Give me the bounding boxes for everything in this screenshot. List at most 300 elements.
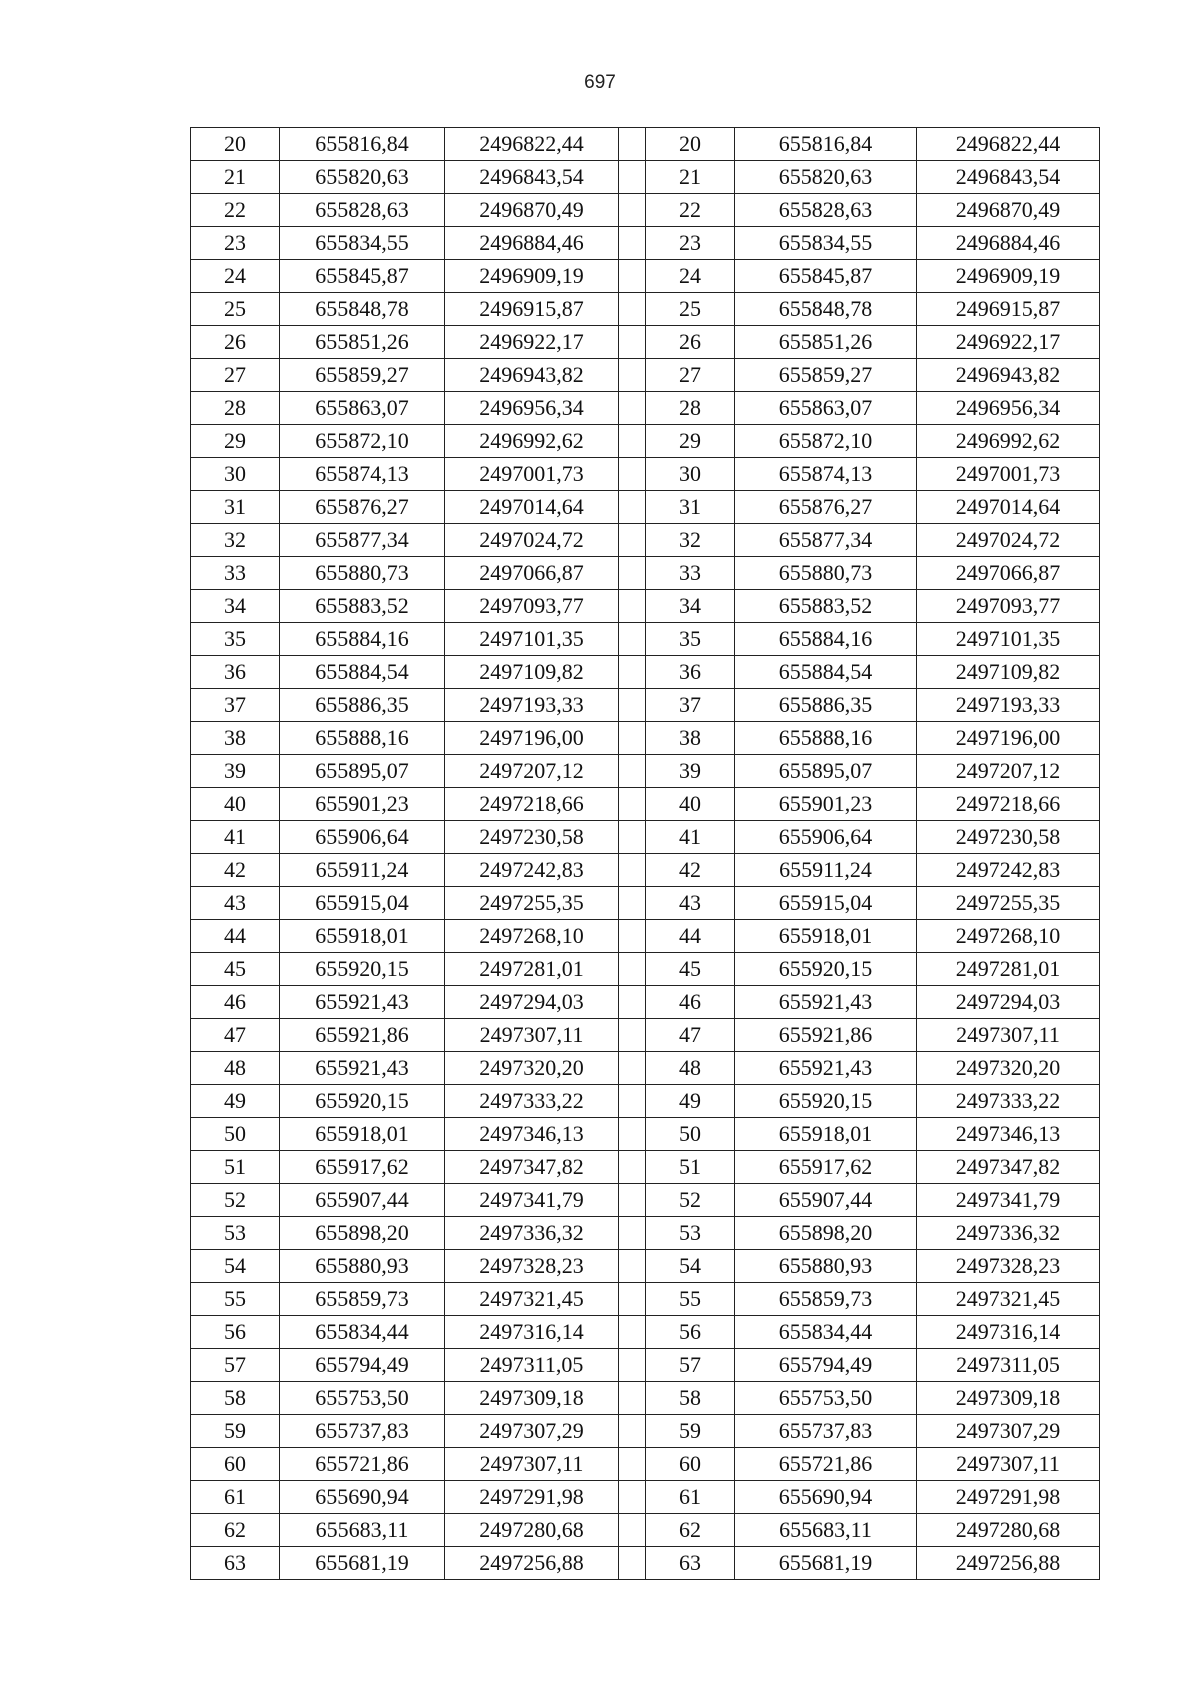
x-coordinate-cell: 655886,35 bbox=[280, 689, 445, 722]
x-coordinate-cell: 655753,50 bbox=[280, 1382, 445, 1415]
point-number-cell: 54 bbox=[191, 1250, 280, 1283]
point-number-cell: 50 bbox=[191, 1118, 280, 1151]
y-coordinate-cell-right: 2497280,68 bbox=[917, 1514, 1100, 1547]
point-number-cell-right: 43 bbox=[646, 887, 735, 920]
y-coordinate-cell-right: 2497309,18 bbox=[917, 1382, 1100, 1415]
point-number-cell: 58 bbox=[191, 1382, 280, 1415]
x-coordinate-cell-right: 655921,43 bbox=[735, 1052, 917, 1085]
point-number-cell-right: 48 bbox=[646, 1052, 735, 1085]
point-number-cell-right: 26 bbox=[646, 326, 735, 359]
y-coordinate-cell-right: 2496870,49 bbox=[917, 194, 1100, 227]
table-row bbox=[191, 293, 1100, 326]
x-coordinate-cell: 655737,83 bbox=[280, 1415, 445, 1448]
x-coordinate-cell-right: 655917,62 bbox=[735, 1151, 917, 1184]
point-number-cell-right: 44 bbox=[646, 920, 735, 953]
y-coordinate-cell-right: 2497346,13 bbox=[917, 1118, 1100, 1151]
x-coordinate-cell: 655848,78 bbox=[280, 293, 445, 326]
y-coordinate-cell: 2496922,17 bbox=[445, 326, 619, 359]
x-coordinate-cell: 655880,93 bbox=[280, 1250, 445, 1283]
x-coordinate-cell: 655918,01 bbox=[280, 1118, 445, 1151]
spacer-cell bbox=[619, 161, 646, 194]
y-coordinate-cell: 2496870,49 bbox=[445, 194, 619, 227]
point-number-cell: 36 bbox=[191, 656, 280, 689]
y-coordinate-cell: 2497307,29 bbox=[445, 1415, 619, 1448]
point-number-cell: 52 bbox=[191, 1184, 280, 1217]
point-number-cell: 60 bbox=[191, 1448, 280, 1481]
x-coordinate-cell: 655884,54 bbox=[280, 656, 445, 689]
point-number-cell-right: 57 bbox=[646, 1349, 735, 1382]
x-coordinate-cell-right: 655874,13 bbox=[735, 458, 917, 491]
x-coordinate-cell-right: 655918,01 bbox=[735, 920, 917, 953]
x-coordinate-cell: 655845,87 bbox=[280, 260, 445, 293]
x-coordinate-cell: 655884,16 bbox=[280, 623, 445, 656]
x-coordinate-cell-right: 655880,93 bbox=[735, 1250, 917, 1283]
y-coordinate-cell: 2497196,00 bbox=[445, 722, 619, 755]
x-coordinate-cell: 655876,27 bbox=[280, 491, 445, 524]
table-row bbox=[191, 656, 1100, 689]
point-number-cell: 63 bbox=[191, 1547, 280, 1580]
x-coordinate-cell-right: 655876,27 bbox=[735, 491, 917, 524]
x-coordinate-cell: 655874,13 bbox=[280, 458, 445, 491]
point-number-cell: 46 bbox=[191, 986, 280, 1019]
point-number-cell: 49 bbox=[191, 1085, 280, 1118]
x-coordinate-cell: 655721,86 bbox=[280, 1448, 445, 1481]
spacer-cell bbox=[619, 1547, 646, 1580]
x-coordinate-cell-right: 655848,78 bbox=[735, 293, 917, 326]
y-coordinate-cell: 2496909,19 bbox=[445, 260, 619, 293]
spacer-cell bbox=[619, 1382, 646, 1415]
y-coordinate-cell-right: 2497321,45 bbox=[917, 1283, 1100, 1316]
y-coordinate-cell-right: 2497230,58 bbox=[917, 821, 1100, 854]
y-coordinate-cell: 2497311,05 bbox=[445, 1349, 619, 1382]
spacer-cell bbox=[619, 1217, 646, 1250]
point-number-cell-right: 53 bbox=[646, 1217, 735, 1250]
point-number-cell: 42 bbox=[191, 854, 280, 887]
y-coordinate-cell-right: 2497336,32 bbox=[917, 1217, 1100, 1250]
y-coordinate-cell-right: 2497341,79 bbox=[917, 1184, 1100, 1217]
y-coordinate-cell-right: 2497109,82 bbox=[917, 656, 1100, 689]
spacer-cell bbox=[619, 887, 646, 920]
x-coordinate-cell: 655921,43 bbox=[280, 1052, 445, 1085]
y-coordinate-cell: 2497333,22 bbox=[445, 1085, 619, 1118]
y-coordinate-cell: 2497207,12 bbox=[445, 755, 619, 788]
point-number-cell: 31 bbox=[191, 491, 280, 524]
spacer-cell bbox=[619, 557, 646, 590]
x-coordinate-cell: 655872,10 bbox=[280, 425, 445, 458]
x-coordinate-cell: 655880,73 bbox=[280, 557, 445, 590]
y-coordinate-cell: 2497307,11 bbox=[445, 1019, 619, 1052]
x-coordinate-cell: 655834,44 bbox=[280, 1316, 445, 1349]
spacer-cell bbox=[619, 1118, 646, 1151]
table-row bbox=[191, 590, 1100, 623]
x-coordinate-cell-right: 655877,34 bbox=[735, 524, 917, 557]
point-number-cell: 55 bbox=[191, 1283, 280, 1316]
spacer-cell bbox=[619, 854, 646, 887]
table-row bbox=[191, 1085, 1100, 1118]
x-coordinate-cell-right: 655820,63 bbox=[735, 161, 917, 194]
y-coordinate-cell-right: 2497093,77 bbox=[917, 590, 1100, 623]
x-coordinate-cell: 655898,20 bbox=[280, 1217, 445, 1250]
table-row bbox=[191, 854, 1100, 887]
table-row bbox=[191, 755, 1100, 788]
table-row bbox=[191, 326, 1100, 359]
point-number-cell: 43 bbox=[191, 887, 280, 920]
point-number-cell-right: 33 bbox=[646, 557, 735, 590]
y-coordinate-cell: 2497316,14 bbox=[445, 1316, 619, 1349]
point-number-cell-right: 41 bbox=[646, 821, 735, 854]
spacer-cell bbox=[619, 1481, 646, 1514]
table-row bbox=[191, 1151, 1100, 1184]
x-coordinate-cell: 655859,27 bbox=[280, 359, 445, 392]
table-row bbox=[191, 1184, 1100, 1217]
spacer-cell bbox=[619, 1184, 646, 1217]
y-coordinate-cell: 2497321,45 bbox=[445, 1283, 619, 1316]
point-number-cell-right: 50 bbox=[646, 1118, 735, 1151]
point-number-cell: 32 bbox=[191, 524, 280, 557]
point-number-cell: 37 bbox=[191, 689, 280, 722]
y-coordinate-cell: 2496943,82 bbox=[445, 359, 619, 392]
point-number-cell-right: 45 bbox=[646, 953, 735, 986]
x-coordinate-cell: 655820,63 bbox=[280, 161, 445, 194]
y-coordinate-cell: 2497109,82 bbox=[445, 656, 619, 689]
table-row bbox=[191, 1052, 1100, 1085]
table-row bbox=[191, 920, 1100, 953]
spacer-cell bbox=[619, 491, 646, 524]
x-coordinate-cell: 655920,15 bbox=[280, 953, 445, 986]
y-coordinate-cell: 2497336,32 bbox=[445, 1217, 619, 1250]
table-row bbox=[191, 1547, 1100, 1580]
y-coordinate-cell-right: 2496922,17 bbox=[917, 326, 1100, 359]
x-coordinate-cell-right: 655915,04 bbox=[735, 887, 917, 920]
y-coordinate-cell: 2496992,62 bbox=[445, 425, 619, 458]
point-number-cell: 20 bbox=[191, 128, 280, 161]
x-coordinate-cell: 655921,43 bbox=[280, 986, 445, 1019]
point-number-cell-right: 37 bbox=[646, 689, 735, 722]
x-coordinate-cell-right: 655906,64 bbox=[735, 821, 917, 854]
x-coordinate-cell-right: 655683,11 bbox=[735, 1514, 917, 1547]
y-coordinate-cell-right: 2497347,82 bbox=[917, 1151, 1100, 1184]
y-coordinate-cell-right: 2496956,34 bbox=[917, 392, 1100, 425]
point-number-cell: 28 bbox=[191, 392, 280, 425]
y-coordinate-cell-right: 2497193,33 bbox=[917, 689, 1100, 722]
y-coordinate-cell: 2497255,35 bbox=[445, 887, 619, 920]
y-coordinate-cell: 2497101,35 bbox=[445, 623, 619, 656]
spacer-cell bbox=[619, 689, 646, 722]
x-coordinate-cell: 655816,84 bbox=[280, 128, 445, 161]
y-coordinate-cell: 2497242,83 bbox=[445, 854, 619, 887]
y-coordinate-cell-right: 2497328,23 bbox=[917, 1250, 1100, 1283]
x-coordinate-cell-right: 655681,19 bbox=[735, 1547, 917, 1580]
x-coordinate-cell-right: 655872,10 bbox=[735, 425, 917, 458]
point-number-cell-right: 34 bbox=[646, 590, 735, 623]
point-number-cell: 57 bbox=[191, 1349, 280, 1382]
point-number-cell-right: 31 bbox=[646, 491, 735, 524]
point-number-cell: 35 bbox=[191, 623, 280, 656]
spacer-cell bbox=[619, 1151, 646, 1184]
table-row bbox=[191, 1448, 1100, 1481]
spacer-cell bbox=[619, 524, 646, 557]
x-coordinate-cell-right: 655920,15 bbox=[735, 953, 917, 986]
table-row bbox=[191, 194, 1100, 227]
x-coordinate-cell-right: 655690,94 bbox=[735, 1481, 917, 1514]
y-coordinate-cell-right: 2497001,73 bbox=[917, 458, 1100, 491]
point-number-cell-right: 51 bbox=[646, 1151, 735, 1184]
x-coordinate-cell: 655906,64 bbox=[280, 821, 445, 854]
point-number-cell-right: 52 bbox=[646, 1184, 735, 1217]
table-row bbox=[191, 1019, 1100, 1052]
x-coordinate-cell-right: 655721,86 bbox=[735, 1448, 917, 1481]
point-number-cell-right: 56 bbox=[646, 1316, 735, 1349]
x-coordinate-cell: 655888,16 bbox=[280, 722, 445, 755]
spacer-cell bbox=[619, 920, 646, 953]
point-number-cell: 45 bbox=[191, 953, 280, 986]
point-number-cell-right: 60 bbox=[646, 1448, 735, 1481]
point-number-cell-right: 27 bbox=[646, 359, 735, 392]
y-coordinate-cell-right: 2496992,62 bbox=[917, 425, 1100, 458]
table-row bbox=[191, 458, 1100, 491]
x-coordinate-cell-right: 655859,73 bbox=[735, 1283, 917, 1316]
point-number-cell: 61 bbox=[191, 1481, 280, 1514]
y-coordinate-cell-right: 2496943,82 bbox=[917, 359, 1100, 392]
point-number-cell-right: 36 bbox=[646, 656, 735, 689]
coordinates-table bbox=[190, 127, 1100, 1580]
x-coordinate-cell: 655915,04 bbox=[280, 887, 445, 920]
point-number-cell: 23 bbox=[191, 227, 280, 260]
point-number-cell-right: 49 bbox=[646, 1085, 735, 1118]
table-row bbox=[191, 392, 1100, 425]
point-number-cell-right: 46 bbox=[646, 986, 735, 1019]
point-number-cell: 34 bbox=[191, 590, 280, 623]
y-coordinate-cell: 2497014,64 bbox=[445, 491, 619, 524]
spacer-cell bbox=[619, 227, 646, 260]
table-row bbox=[191, 1316, 1100, 1349]
spacer-cell bbox=[619, 260, 646, 293]
point-number-cell-right: 22 bbox=[646, 194, 735, 227]
x-coordinate-cell-right: 655816,84 bbox=[735, 128, 917, 161]
y-coordinate-cell: 2497307,11 bbox=[445, 1448, 619, 1481]
point-number-cell-right: 47 bbox=[646, 1019, 735, 1052]
point-number-cell-right: 25 bbox=[646, 293, 735, 326]
table-row bbox=[191, 491, 1100, 524]
table-row bbox=[191, 128, 1100, 161]
x-coordinate-cell-right: 655907,44 bbox=[735, 1184, 917, 1217]
x-coordinate-cell-right: 655883,52 bbox=[735, 590, 917, 623]
x-coordinate-cell: 655907,44 bbox=[280, 1184, 445, 1217]
y-coordinate-cell-right: 2497256,88 bbox=[917, 1547, 1100, 1580]
y-coordinate-cell: 2497347,82 bbox=[445, 1151, 619, 1184]
x-coordinate-cell-right: 655898,20 bbox=[735, 1217, 917, 1250]
x-coordinate-cell: 655917,62 bbox=[280, 1151, 445, 1184]
spacer-cell bbox=[619, 1316, 646, 1349]
spacer-cell bbox=[619, 128, 646, 161]
point-number-cell-right: 61 bbox=[646, 1481, 735, 1514]
point-number-cell: 39 bbox=[191, 755, 280, 788]
table-row bbox=[191, 161, 1100, 194]
table-row bbox=[191, 1382, 1100, 1415]
spacer-cell bbox=[619, 1349, 646, 1382]
x-coordinate-cell-right: 655859,27 bbox=[735, 359, 917, 392]
y-coordinate-cell: 2496884,46 bbox=[445, 227, 619, 260]
spacer-cell bbox=[619, 1415, 646, 1448]
point-number-cell: 48 bbox=[191, 1052, 280, 1085]
x-coordinate-cell-right: 655834,44 bbox=[735, 1316, 917, 1349]
table-row bbox=[191, 1415, 1100, 1448]
spacer-cell bbox=[619, 623, 646, 656]
x-coordinate-cell-right: 655884,16 bbox=[735, 623, 917, 656]
point-number-cell-right: 32 bbox=[646, 524, 735, 557]
x-coordinate-cell: 655918,01 bbox=[280, 920, 445, 953]
point-number-cell-right: 55 bbox=[646, 1283, 735, 1316]
y-coordinate-cell-right: 2497255,35 bbox=[917, 887, 1100, 920]
table-row bbox=[191, 1217, 1100, 1250]
point-number-cell-right: 59 bbox=[646, 1415, 735, 1448]
table-row bbox=[191, 524, 1100, 557]
x-coordinate-cell-right: 655845,87 bbox=[735, 260, 917, 293]
point-number-cell-right: 29 bbox=[646, 425, 735, 458]
point-number-cell: 21 bbox=[191, 161, 280, 194]
point-number-cell: 33 bbox=[191, 557, 280, 590]
y-coordinate-cell-right: 2497207,12 bbox=[917, 755, 1100, 788]
point-number-cell-right: 58 bbox=[646, 1382, 735, 1415]
page-number: 697 bbox=[584, 72, 616, 93]
x-coordinate-cell: 655683,11 bbox=[280, 1514, 445, 1547]
x-coordinate-cell-right: 655886,35 bbox=[735, 689, 917, 722]
x-coordinate-cell-right: 655884,54 bbox=[735, 656, 917, 689]
point-number-cell: 27 bbox=[191, 359, 280, 392]
point-number-cell-right: 62 bbox=[646, 1514, 735, 1547]
spacer-cell bbox=[619, 590, 646, 623]
y-coordinate-cell: 2497218,66 bbox=[445, 788, 619, 821]
x-coordinate-cell-right: 655834,55 bbox=[735, 227, 917, 260]
x-coordinate-cell: 655851,26 bbox=[280, 326, 445, 359]
table-row bbox=[191, 1283, 1100, 1316]
y-coordinate-cell-right: 2497268,10 bbox=[917, 920, 1100, 953]
y-coordinate-cell: 2497256,88 bbox=[445, 1547, 619, 1580]
point-number-cell: 40 bbox=[191, 788, 280, 821]
spacer-cell bbox=[619, 1019, 646, 1052]
point-number-cell-right: 42 bbox=[646, 854, 735, 887]
y-coordinate-cell-right: 2497218,66 bbox=[917, 788, 1100, 821]
y-coordinate-cell: 2496822,44 bbox=[445, 128, 619, 161]
y-coordinate-cell-right: 2497196,00 bbox=[917, 722, 1100, 755]
point-number-cell-right: 30 bbox=[646, 458, 735, 491]
spacer-cell bbox=[619, 194, 646, 227]
table-row bbox=[191, 1118, 1100, 1151]
x-coordinate-cell-right: 655901,23 bbox=[735, 788, 917, 821]
y-coordinate-cell-right: 2497014,64 bbox=[917, 491, 1100, 524]
point-number-cell-right: 24 bbox=[646, 260, 735, 293]
x-coordinate-cell: 655863,07 bbox=[280, 392, 445, 425]
x-coordinate-cell-right: 655794,49 bbox=[735, 1349, 917, 1382]
y-coordinate-cell-right: 2496843,54 bbox=[917, 161, 1100, 194]
point-number-cell: 25 bbox=[191, 293, 280, 326]
y-coordinate-cell-right: 2496915,87 bbox=[917, 293, 1100, 326]
spacer-cell bbox=[619, 1085, 646, 1118]
x-coordinate-cell-right: 655880,73 bbox=[735, 557, 917, 590]
y-coordinate-cell-right: 2497024,72 bbox=[917, 524, 1100, 557]
y-coordinate-cell: 2496843,54 bbox=[445, 161, 619, 194]
y-coordinate-cell: 2497291,98 bbox=[445, 1481, 619, 1514]
spacer-cell bbox=[619, 1514, 646, 1547]
x-coordinate-cell-right: 655921,86 bbox=[735, 1019, 917, 1052]
point-number-cell-right: 63 bbox=[646, 1547, 735, 1580]
y-coordinate-cell: 2497024,72 bbox=[445, 524, 619, 557]
spacer-cell bbox=[619, 1448, 646, 1481]
x-coordinate-cell-right: 655737,83 bbox=[735, 1415, 917, 1448]
spacer-cell bbox=[619, 1052, 646, 1085]
y-coordinate-cell-right: 2497307,11 bbox=[917, 1019, 1100, 1052]
x-coordinate-cell-right: 655753,50 bbox=[735, 1382, 917, 1415]
table-row bbox=[191, 821, 1100, 854]
y-coordinate-cell-right: 2497294,03 bbox=[917, 986, 1100, 1019]
y-coordinate-cell-right: 2497307,11 bbox=[917, 1448, 1100, 1481]
point-number-cell-right: 39 bbox=[646, 755, 735, 788]
x-coordinate-cell: 655834,55 bbox=[280, 227, 445, 260]
point-number-cell: 59 bbox=[191, 1415, 280, 1448]
point-number-cell: 26 bbox=[191, 326, 280, 359]
table-row bbox=[191, 260, 1100, 293]
spacer-cell bbox=[619, 986, 646, 1019]
y-coordinate-cell-right: 2497316,14 bbox=[917, 1316, 1100, 1349]
y-coordinate-cell-right: 2497281,01 bbox=[917, 953, 1100, 986]
table-row bbox=[191, 1349, 1100, 1382]
y-coordinate-cell: 2497001,73 bbox=[445, 458, 619, 491]
y-coordinate-cell: 2497328,23 bbox=[445, 1250, 619, 1283]
spacer-cell bbox=[619, 392, 646, 425]
y-coordinate-cell: 2497281,01 bbox=[445, 953, 619, 986]
table-row bbox=[191, 788, 1100, 821]
point-number-cell: 24 bbox=[191, 260, 280, 293]
y-coordinate-cell-right: 2496884,46 bbox=[917, 227, 1100, 260]
point-number-cell-right: 38 bbox=[646, 722, 735, 755]
y-coordinate-cell: 2496956,34 bbox=[445, 392, 619, 425]
point-number-cell-right: 40 bbox=[646, 788, 735, 821]
x-coordinate-cell-right: 655920,15 bbox=[735, 1085, 917, 1118]
x-coordinate-cell-right: 655895,07 bbox=[735, 755, 917, 788]
spacer-cell bbox=[619, 788, 646, 821]
table-row bbox=[191, 887, 1100, 920]
point-number-cell-right: 23 bbox=[646, 227, 735, 260]
x-coordinate-cell: 655920,15 bbox=[280, 1085, 445, 1118]
y-coordinate-cell: 2497230,58 bbox=[445, 821, 619, 854]
point-number-cell-right: 28 bbox=[646, 392, 735, 425]
y-coordinate-cell-right: 2497307,29 bbox=[917, 1415, 1100, 1448]
spacer-cell bbox=[619, 953, 646, 986]
y-coordinate-cell: 2497193,33 bbox=[445, 689, 619, 722]
x-coordinate-cell: 655895,07 bbox=[280, 755, 445, 788]
spacer-cell bbox=[619, 755, 646, 788]
table-row bbox=[191, 986, 1100, 1019]
spacer-cell bbox=[619, 425, 646, 458]
spacer-cell bbox=[619, 359, 646, 392]
x-coordinate-cell: 655690,94 bbox=[280, 1481, 445, 1514]
y-coordinate-cell: 2497066,87 bbox=[445, 557, 619, 590]
y-coordinate-cell: 2497346,13 bbox=[445, 1118, 619, 1151]
x-coordinate-cell-right: 655828,63 bbox=[735, 194, 917, 227]
y-coordinate-cell-right: 2497291,98 bbox=[917, 1481, 1100, 1514]
y-coordinate-cell-right: 2496909,19 bbox=[917, 260, 1100, 293]
x-coordinate-cell-right: 655911,24 bbox=[735, 854, 917, 887]
point-number-cell: 29 bbox=[191, 425, 280, 458]
y-coordinate-cell-right: 2497242,83 bbox=[917, 854, 1100, 887]
y-coordinate-cell: 2497294,03 bbox=[445, 986, 619, 1019]
point-number-cell: 51 bbox=[191, 1151, 280, 1184]
x-coordinate-cell-right: 655888,16 bbox=[735, 722, 917, 755]
y-coordinate-cell: 2497093,77 bbox=[445, 590, 619, 623]
y-coordinate-cell-right: 2496822,44 bbox=[917, 128, 1100, 161]
point-number-cell: 53 bbox=[191, 1217, 280, 1250]
y-coordinate-cell-right: 2497311,05 bbox=[917, 1349, 1100, 1382]
